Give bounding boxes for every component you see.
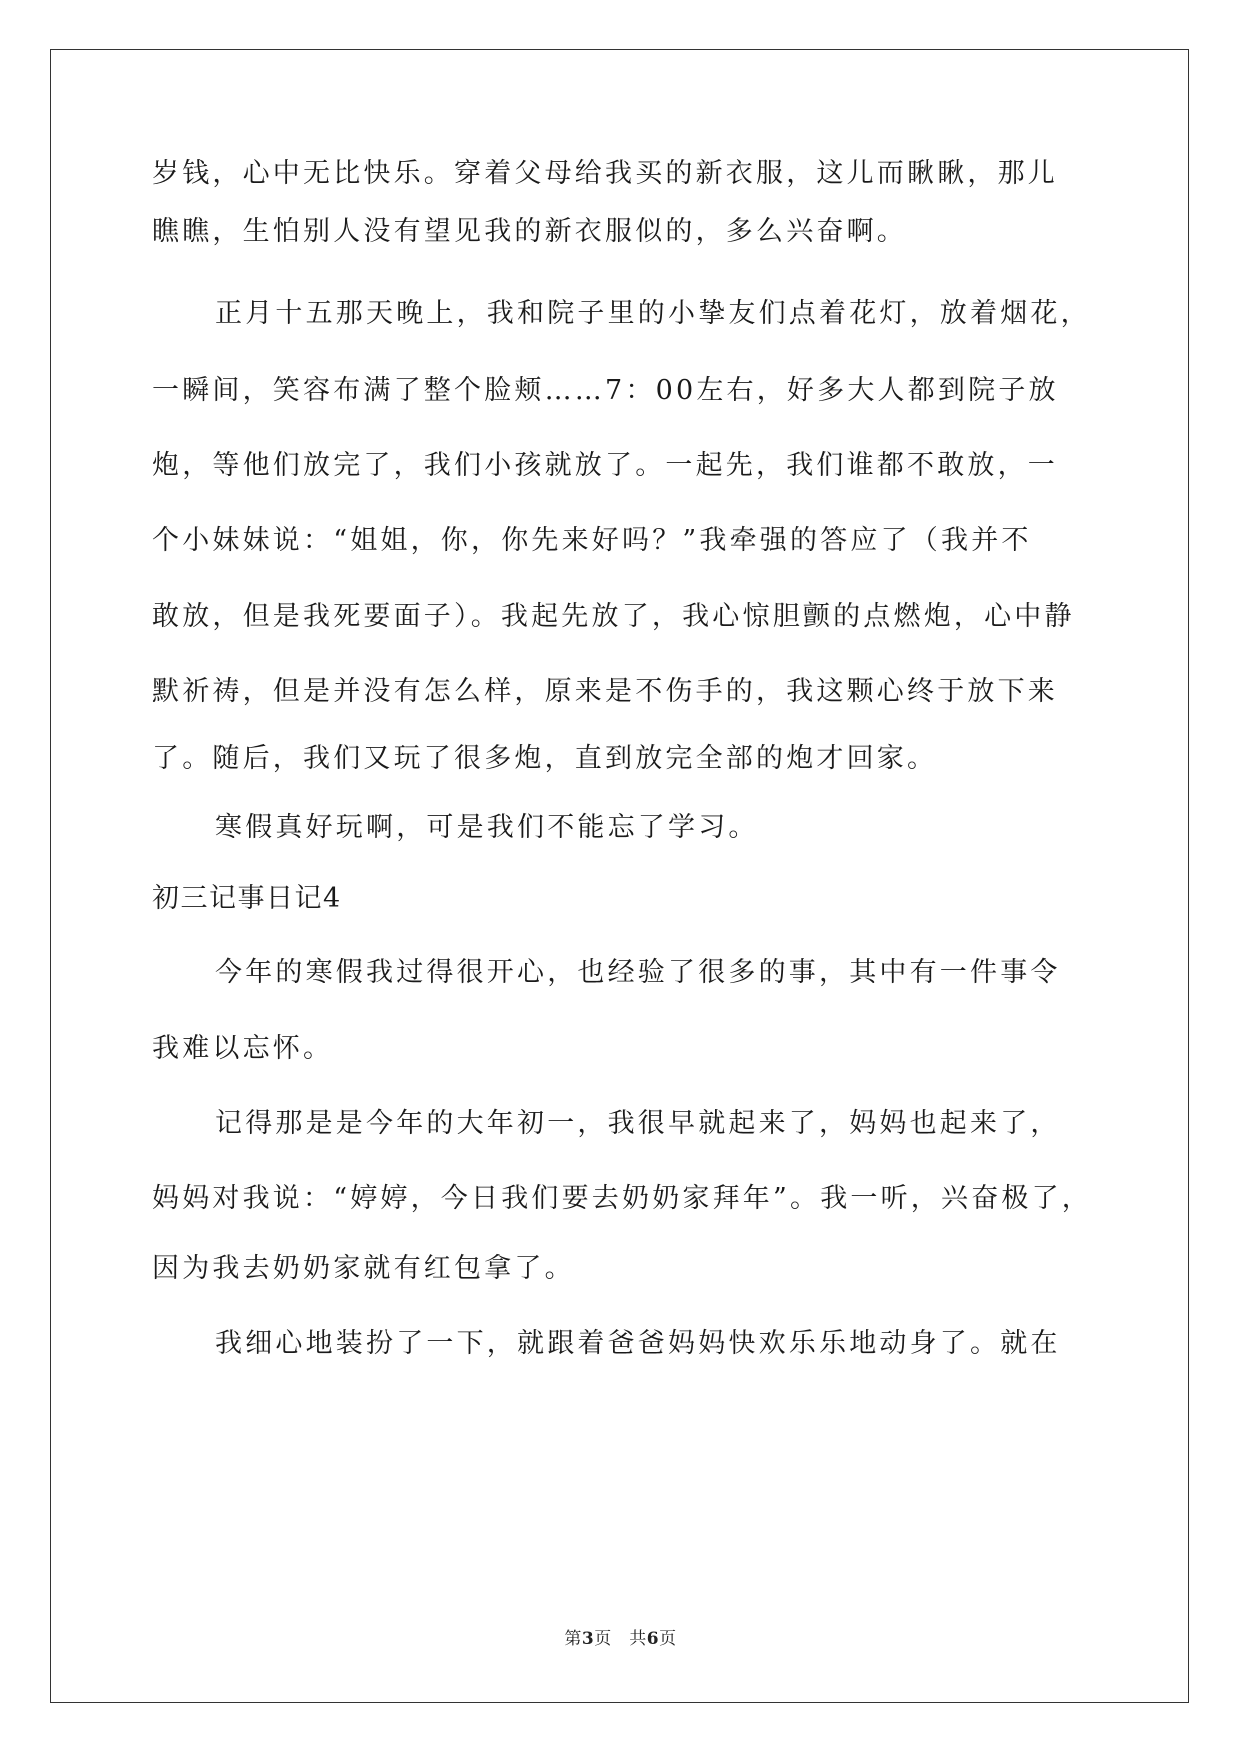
text-line: 默祈祷，但是并没有怎么样，原来是不伤手的，我这颗心终于放下来 <box>152 676 1058 707</box>
text-line: 炮，等他们放完了，我们小孩就放了。一起先，我们谁都不敢放，一 <box>152 450 1058 481</box>
text-line: 岁钱，心中无比快乐。穿着父母给我买的新衣服，这儿而瞅瞅，那儿 <box>152 158 1058 189</box>
current-page-number: 3 <box>581 1629 595 1649</box>
text-line: 正月十五那天晚上，我和院子里的小挚友们点着花灯，放着烟花， <box>215 298 1091 329</box>
text-line: 我难以忘怀。 <box>152 1033 334 1064</box>
text-line: 今年的寒假我过得很开心，也经验了很多的事，其中有一件事令 <box>215 957 1061 988</box>
text-line: 我细心地装扮了一下，就跟着爸爸妈妈快欢乐乐地动身了。就在 <box>215 1328 1061 1359</box>
text-line: 寒假真好玩啊，可是我们不能忘了学习。 <box>215 812 759 843</box>
section-heading: 初三记事日记4 <box>152 883 342 914</box>
text-line: 个小妹妹说：“姐姐，你，你先来好吗？”我牵强的答应了（我并不 <box>152 525 1032 556</box>
footer-mid: 页 共 <box>594 1629 647 1649</box>
text-line: 因为我去奶奶家就有红包拿了。 <box>152 1253 575 1284</box>
page-footer <box>0 1624 1241 1649</box>
text-line: 记得那是是今年的大年初一，我很早就起来了，妈妈也起来了， <box>215 1108 1061 1139</box>
text-line: 一瞬间，笑容布满了整个脸颊……7：00左右，好多大人都到院子放 <box>152 375 1059 406</box>
footer-suffix: 页 <box>659 1629 677 1649</box>
text-line: 瞧瞧，生怕别人没有望见我的新衣服似的，多么兴奋啊。 <box>152 216 907 247</box>
total-pages-number: 6 <box>646 1629 660 1649</box>
text-line: 敢放，但是我死要面子）。我起先放了，我心惊胆颤的点燃炮，心中静 <box>152 601 1075 632</box>
text-line: 妈妈对我说：“婷婷，今日我们要去奶奶家拜年”。我一听，兴奋极了， <box>152 1183 1093 1214</box>
footer-prefix: 第 <box>564 1629 582 1649</box>
text-line: 了。随后，我们又玩了很多炮，直到放完全部的炮才回家。 <box>152 743 938 774</box>
